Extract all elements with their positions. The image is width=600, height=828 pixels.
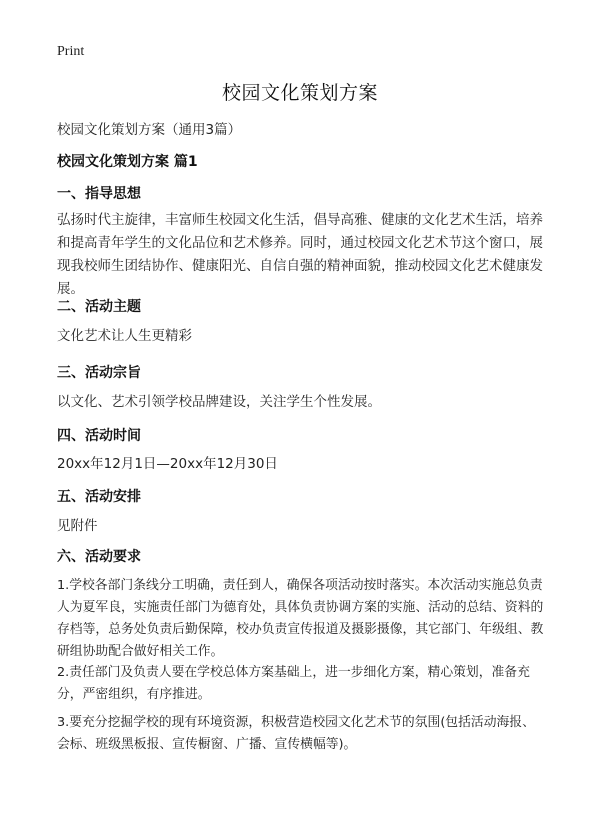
section-text-guiding: 弘扬时代主旋律，丰富师生校园文化生活，倡导高雅、健康的文化艺术生活，培养和提高青年学生的文化品位和艺术修养。同时，通过校园文化艺术节这个窗口，展现我校师生团结协作、健康阳光、自信自强的精神面貌，推动校园文化艺术健康发展。 — [57, 212, 543, 297]
section-text-purpose: 以文化、艺术引领学校品牌建设，关注学生个性发展。 — [57, 394, 381, 410]
requirement-item-1: 1.学校各部门条线分工明确，责任到人，确保各项活动按时落实。本次活动实施总负责人为夏军良，实施责任部门为德育处，具体负责协调方案的实施、活动的总结、资料的存档等，总务处负责后勤保障，校办负责宣传报道及摄影摄像，其它部门、年级组、教研组协助配合做好相关工作。 — [57, 578, 544, 659]
requirement-item-2: 2.责任部门及负责人要在学校总体方案基础上，进一步细化方案，精心策划，准备充分，严密组织，有序推进。 — [57, 665, 530, 702]
section-heading-theme: 二、活动主题 — [57, 299, 141, 315]
section-heading-purpose: 三、活动宗旨 — [57, 365, 141, 381]
section-text-time: 20xx年12月1日—20xx年12月30日 — [57, 456, 278, 472]
section-text-schedule: 见附件 — [57, 518, 98, 534]
section-heading-requirements: 六、活动要求 — [57, 549, 141, 565]
requirement-item-3: 3.要充分挖掘学校的现有环境资源，积极营造校园文化艺术节的氛围(包括活动海报、会标、班级黑板报、宣传橱窗、广播、宣传横幅等)。 — [57, 715, 535, 752]
section-heading-schedule: 五、活动安排 — [57, 489, 141, 505]
document-title: 校园文化策划方案 — [221, 82, 378, 104]
part-title: 校园文化策划方案 篇1 — [57, 154, 198, 170]
section-heading-time: 四、活动时间 — [57, 428, 141, 444]
section-heading-guiding: 一、指导思想 — [57, 186, 141, 202]
section-text-theme: 文化艺术让人生更精彩 — [57, 328, 192, 344]
document-subtitle: 校园文化策划方案（通用3篇） — [57, 122, 242, 138]
print-label: Print — [57, 44, 85, 59]
